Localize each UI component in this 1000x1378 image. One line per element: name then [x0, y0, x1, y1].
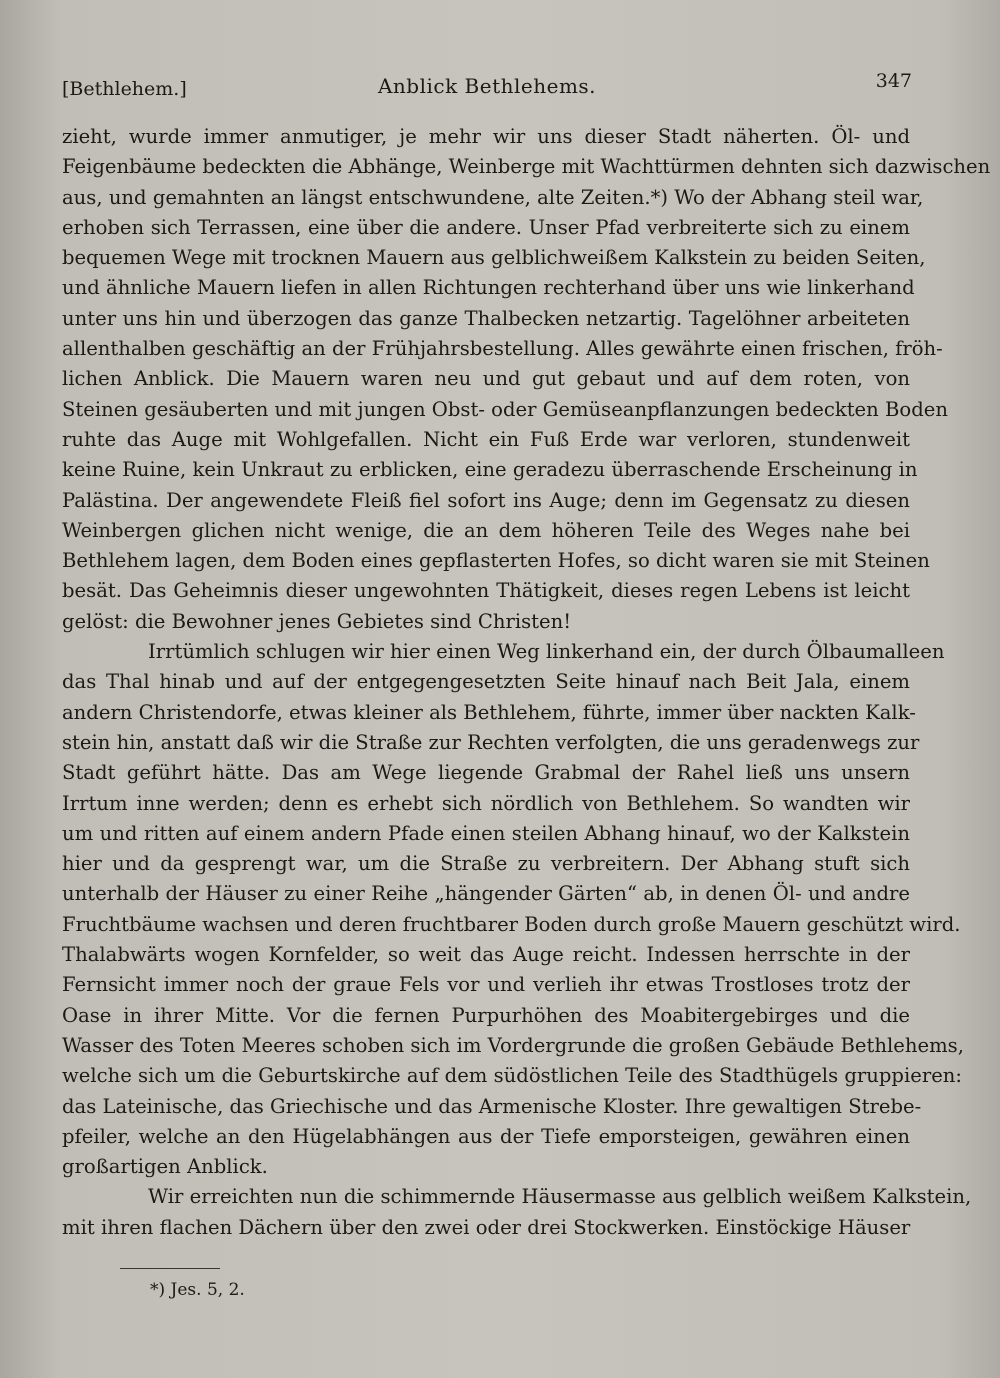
text-line: Stadt geführt hätte. Das am Wege liegende Grabmal der Rahel ließ uns unsern	[62, 761, 910, 785]
text-line: besät. Das Geheimnis dieser ungewohnten Thätigkeit, dieses regen Lebens ist leicht	[62, 579, 910, 603]
text-line: erhoben sich Terrassen, eine über die andere. Unser Pfad verbreiterte sich zu einem	[62, 215, 910, 239]
text-line: Fernsicht immer noch der graue Fels vor und verlieh ihr etwas Trostloses trotz der	[62, 973, 910, 997]
header-title: Anblick Bethlehems.	[377, 74, 597, 98]
text-line: unter uns hin und überzogen das ganze Thalbecken netzartig. Tagelöhner arbeiteten	[62, 306, 910, 330]
text-line: Thalabwärts wogen Kornfelder, so weit das Auge reicht. Indessen herrschte in der	[62, 943, 910, 967]
text-line: lichen Anblick. Die Mauern waren neu und gut gebaut und auf dem roten, von	[62, 367, 910, 391]
text-line: um und ritten auf einem andern Pfade einen steilen Abhang hinauf, wo der Kalkstein	[62, 821, 910, 845]
text-line: Irrtum inne werden; denn es erhebt sich nördlich von Bethlehem. So wandten wir	[62, 791, 910, 815]
text-line: andern Christendorfe, etwas kleiner als Bethlehem, führte, immer über nackten Kalk-	[62, 700, 916, 724]
text-line: das Thal hinab und auf der entgegengesetzten Seite hinauf nach Beit Jala, einem	[62, 670, 910, 694]
text-line: Feigenbäume bedeckten die Abhänge, Weinberge mit Wachttürmen dehnten sich dazwischen	[62, 155, 991, 179]
text-line: mit ihren flachen Dächern über den zwei oder drei Stockwerken. Einstöckige Häuser	[62, 1215, 911, 1239]
footnote-divider	[120, 1268, 220, 1269]
text-line: Palästina. Der angewendete Fleiß fiel sofort ins Auge; denn im Gegensatz zu diesen	[62, 488, 910, 512]
header-section-label: [Bethlehem.]	[62, 78, 187, 100]
text-line: ruhte das Auge mit Wohlgefallen. Nicht ein Fuß Erde war verloren, stundenweit	[62, 427, 910, 451]
paragraph-end-line: großartigen Anblick.	[62, 1155, 268, 1179]
text-line: allenthalben geschäftig an der Frühjahrsbestellung. Alles gewährte einen frischen, fröh-	[62, 337, 943, 361]
text-line: Steinen gesäuberten und mit jungen Obst- oder Gemüseanpflanzungen bedeckten Boden	[62, 397, 948, 421]
text-line: keine Ruine, kein Unkraut zu erblicken, eine geradezu überraschende Erscheinung in	[62, 458, 918, 482]
text-line: Fruchtbäume wachsen und deren fruchtbarer Boden durch große Mauern geschützt wird.	[62, 912, 961, 936]
text-line: Wasser des Toten Meeres schoben sich im Vordergrunde die großen Gebäude Bethlehems,	[62, 1033, 964, 1057]
text-line: stein hin, anstatt daß wir die Straße zur Rechten verfolgten, die uns geradenwegs zur	[62, 730, 920, 754]
paragraph-start-line: Wir erreichten nun die schimmernde Häusermasse aus gelblich weißem Kalkstein,	[148, 1185, 972, 1209]
paragraph-end-line: gelöst: die Bewohner jenes Gebietes sind Christen!	[62, 609, 572, 633]
text-line: aus, und gemahnten an längst entschwundene, alte Zeiten.*) Wo der Abhang steil war,	[62, 185, 924, 209]
text-line: Oase in ihrer Mitte. Vor die fernen Purpurhöhen des Moabitergebirges und die	[62, 1003, 910, 1027]
running-header	[62, 70, 912, 104]
body-text	[62, 122, 991, 1243]
footnote: *) Jes. 5, 2.	[150, 1280, 245, 1300]
text-line: und ähnliche Mauern liefen in allen Richtungen rechterhand über uns wie linkerhand	[62, 276, 915, 300]
text-line: Weinbergen glichen nicht wenige, die an dem höheren Teile des Weges nahe bei	[62, 518, 910, 542]
page-number: 347	[875, 70, 912, 92]
text-line: das Lateinische, das Griechische und das Armenische Kloster. Ihre gewaltigen Strebe-	[62, 1094, 922, 1118]
text-line: bequemen Wege mit trocknen Mauern aus gelblichweißem Kalkstein zu beiden Seiten,	[62, 246, 926, 270]
paragraph-start-line: Irrtümlich schlugen wir hier einen Weg linkerhand ein, der durch Ölbaumalleen	[148, 640, 945, 664]
text-line: welche sich um die Geburtskirche auf dem südöstlichen Teile des Stadthügels gruppieren:	[62, 1064, 963, 1088]
text-line: pfeiler, welche an den Hügelabhängen aus der Tiefe emporsteigen, gewähren einen	[62, 1124, 910, 1148]
text-line: unterhalb der Häuser zu einer Reihe „hängender Gärten“ ab, in denen Öl- und andre	[62, 882, 910, 906]
text-line: hier und da gesprengt war, um die Straße zu verbreitern. Der Abhang stuft sich	[62, 852, 910, 876]
text-line: Bethlehem lagen, dem Boden eines gepflasterten Hofes, so dicht waren sie mit Steinen	[62, 549, 930, 573]
text-line: zieht, wurde immer anmutiger, je mehr wir uns dieser Stadt näherten. Öl- und	[62, 125, 910, 148]
